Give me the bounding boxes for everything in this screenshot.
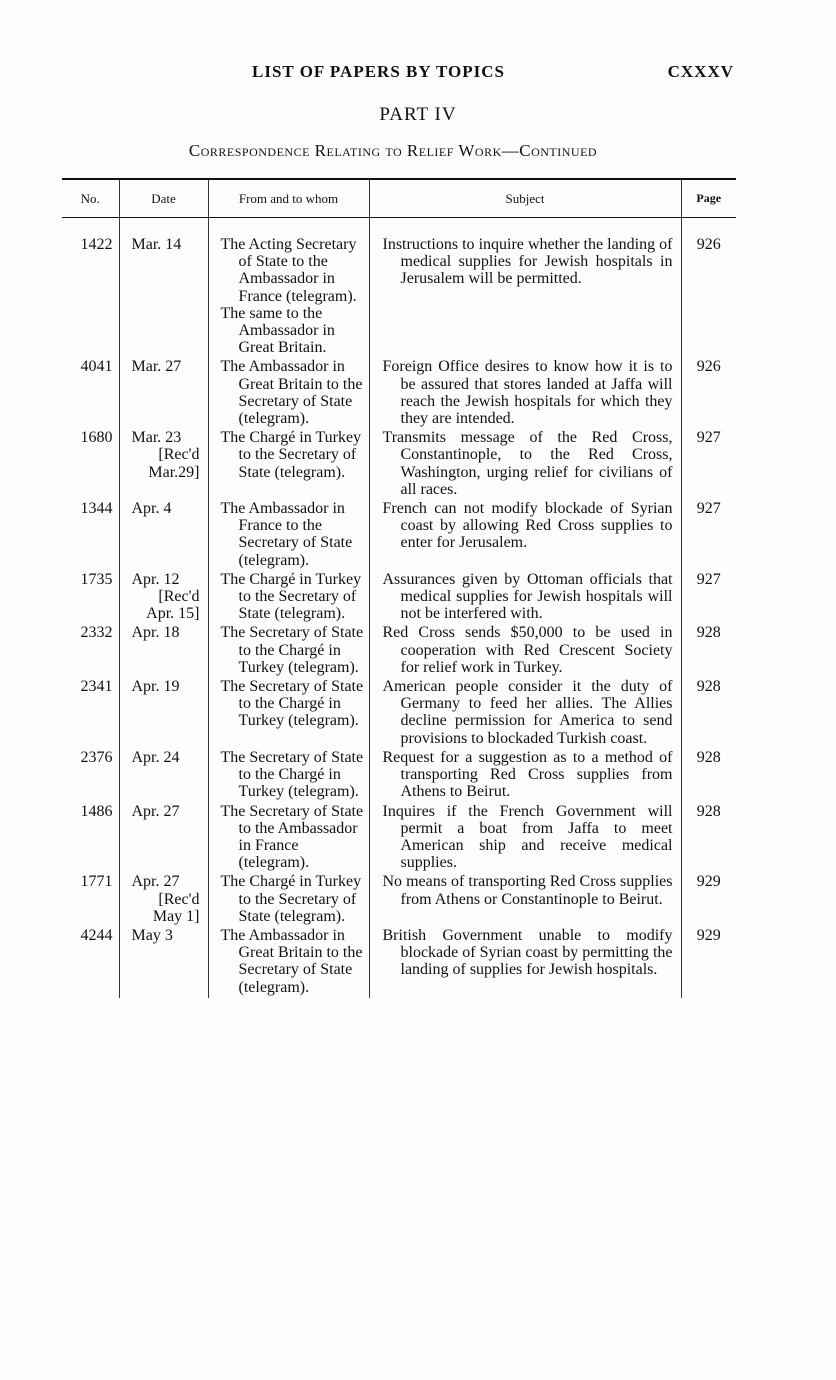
subject-text: Inquires if the French Government will permit a boat from Jaffa to meet American ship and receive medical supplies. [382, 802, 673, 872]
date-received: Apr. 15] [146, 605, 200, 623]
from-to-entry: The Ambassador in France to the Secretary of State (telegram). [220, 500, 353, 569]
cell-date [119, 236, 208, 358]
cell-date [119, 500, 208, 571]
cell-date [119, 624, 208, 678]
from-to-entry: The same to the Ambassador in Great Britain. [220, 304, 335, 357]
table-row [62, 429, 736, 500]
papers-table-wrap [62, 178, 736, 998]
cell-subject [369, 500, 681, 571]
column-header-subject: Subject [369, 180, 681, 218]
cell-page: 926 [681, 236, 736, 358]
subject-text: Red Cross sends $50,000 to be used in cooperation with Red Crescent Society for relief work in Turkey. [382, 624, 673, 676]
cell-page: 929 [681, 927, 736, 998]
cell-page: 926 [681, 358, 736, 429]
cell-page: 928 [681, 749, 736, 803]
cell-from-to [208, 429, 369, 500]
cell-subject [369, 624, 681, 678]
date-sent: May 3 [131, 926, 173, 944]
cell-no: 1486 [80, 802, 113, 820]
cell-no: 1771 [80, 873, 113, 891]
date-received: [Rec'd [158, 890, 200, 908]
from-to-entry: The Chargé in Turkey to the Secretary of State (telegram). [220, 570, 362, 623]
cell-no: 2341 [80, 678, 113, 696]
cell-from-to [208, 803, 369, 874]
cell-page: 928 [681, 678, 736, 749]
cell-from-to [208, 873, 369, 927]
from-to-entry: The Ambassador in Great Britain to the Secretary of State (telegram). [220, 926, 363, 996]
cell-from-to [208, 571, 369, 625]
subject-text: Transmits message of the Red Cross, Constantinople, to the Red Cross, Washington, urging relief for civilians of all races. [382, 429, 673, 498]
subject-text: Instructions to inquire whether the landing of medical supplies for Jewish hospitals in Jerusalem will be permitted. [382, 236, 673, 288]
from-to-entry: The Secretary of State to the Chargé in Turkey (telegram). [220, 678, 364, 730]
cell-page: 929 [681, 873, 736, 927]
from-to-entry: The Ambassador in Great Britain to the Secretary of State (telegram). [220, 358, 363, 428]
cell-no: 1735 [80, 570, 113, 588]
cell-subject [369, 571, 681, 625]
running-head [0, 62, 836, 88]
table-row [62, 873, 736, 927]
date-sent: Apr. 18 [131, 624, 180, 642]
date-sent: Apr. 27 [131, 802, 180, 820]
cell-date [119, 803, 208, 874]
cell-page: 927 [681, 571, 736, 625]
table-row [62, 236, 736, 358]
page-number-roman: CXXXV [667, 62, 734, 81]
cell-date [119, 358, 208, 429]
cell-from-to [208, 678, 369, 749]
date-received: [Rec'd [158, 446, 200, 464]
from-to-entry: The Acting Secretary of State to the Ambassador in France (telegram). [220, 236, 357, 305]
date-sent: Mar. 27 [131, 358, 182, 376]
date-received: Mar.29] [148, 463, 200, 481]
date-sent: Apr. 19 [131, 678, 180, 696]
cell-subject [369, 236, 681, 358]
cell-no: 1680 [80, 429, 113, 447]
cell-from-to [208, 749, 369, 803]
subject-text: Request for a suggestion as to a method of transporting Red Cross supplies from Athens to Beirut. [382, 748, 673, 801]
cell-from-to [208, 500, 369, 571]
cell-date [119, 678, 208, 749]
date-received: May 1] [152, 907, 200, 925]
cell-from-to [208, 624, 369, 678]
cell-subject [369, 678, 681, 749]
date-sent: Mar. 14 [131, 236, 182, 253]
cell-date [119, 873, 208, 927]
cell-no: 1422 [80, 236, 113, 253]
cell-from-to [208, 358, 369, 429]
subject-text: British Government unable to modify blockade of Syrian coast by permitting the landing of supplies for Jewish hospitals. [382, 926, 673, 979]
table-row [62, 803, 736, 874]
cell-no: 2376 [80, 748, 113, 766]
running-title: LIST OF PAPERS BY TOPICS [252, 62, 505, 81]
date-received: [Rec'd [158, 588, 200, 606]
cell-subject [369, 429, 681, 500]
from-to-entry: The Chargé in Turkey to the Secretary of State (telegram). [220, 429, 362, 481]
part-title: PART IV [379, 104, 457, 125]
column-header-date: Date [119, 180, 208, 218]
cell-subject [369, 358, 681, 429]
column-header-page: Page [681, 180, 736, 218]
spacer-row [62, 218, 736, 237]
date-sent: Mar. 23 [131, 429, 182, 447]
table-row [62, 358, 736, 429]
cell-no: 1344 [80, 500, 113, 518]
from-to-entry: The Secretary of State to the Chargé in Turkey (telegram). [220, 748, 364, 801]
column-header-no: No. [62, 180, 119, 218]
header-row [62, 180, 736, 218]
cell-subject [369, 927, 681, 998]
subject-text: American people consider it the duty of Germany to feed her allies. The Allies decline permission for America to send provisions to blockaded Turkish coast. [382, 678, 673, 747]
cell-page: 927 [681, 429, 736, 500]
from-to-entry: The Secretary of State to the Ambassador in France (telegram). [220, 802, 364, 872]
table-row [62, 571, 736, 625]
cell-date [119, 927, 208, 998]
cell-page: 927 [681, 500, 736, 571]
from-to-entry: The Secretary of State to the Chargé in Turkey (telegram). [220, 624, 364, 676]
column-header-from: From and to whom [208, 180, 369, 218]
cell-no: 4041 [80, 358, 113, 376]
date-sent: Apr. 12 [131, 570, 180, 588]
subject-text: Assurances given by Ottoman officials that medical supplies for Jewish hospitals will not be interfered with. [382, 570, 673, 623]
cell-no: 4244 [80, 926, 113, 944]
cell-date [119, 571, 208, 625]
cell-from-to [208, 927, 369, 998]
papers-table [62, 180, 736, 998]
table-row [62, 927, 736, 998]
subject-text: No means of transporting Red Cross supplies from Athens or Constantinople to Beirut. [382, 873, 673, 908]
date-sent: Apr. 27 [131, 873, 180, 891]
cell-date [119, 749, 208, 803]
date-sent: Apr. 4 [131, 500, 172, 518]
table-row [62, 624, 736, 678]
subject-text: Foreign Office desires to know how it is to be assured that stores landed at Jaffa will reach the Jewish hospitals for which they they are intended. [382, 358, 673, 428]
cell-from-to [208, 236, 369, 358]
cell-date [119, 429, 208, 500]
date-sent: Apr. 24 [131, 748, 180, 766]
table-body [62, 218, 736, 998]
cell-subject [369, 803, 681, 874]
section-title: Correspondence Relating to Relief Work—Continued [188, 141, 598, 160]
cell-page: 928 [681, 624, 736, 678]
cell-subject [369, 873, 681, 927]
from-to-entry: The Chargé in Turkey to the Secretary of State (telegram). [220, 873, 362, 925]
subject-text: French can not modify blockade of Syrian coast by allowing Red Cross supplies to enter for Jerusalem. [382, 500, 673, 552]
cell-subject [369, 749, 681, 803]
cell-no: 2332 [80, 624, 113, 642]
table-row [62, 500, 736, 571]
table-row [62, 749, 736, 803]
table-row [62, 678, 736, 749]
cell-page: 928 [681, 803, 736, 874]
